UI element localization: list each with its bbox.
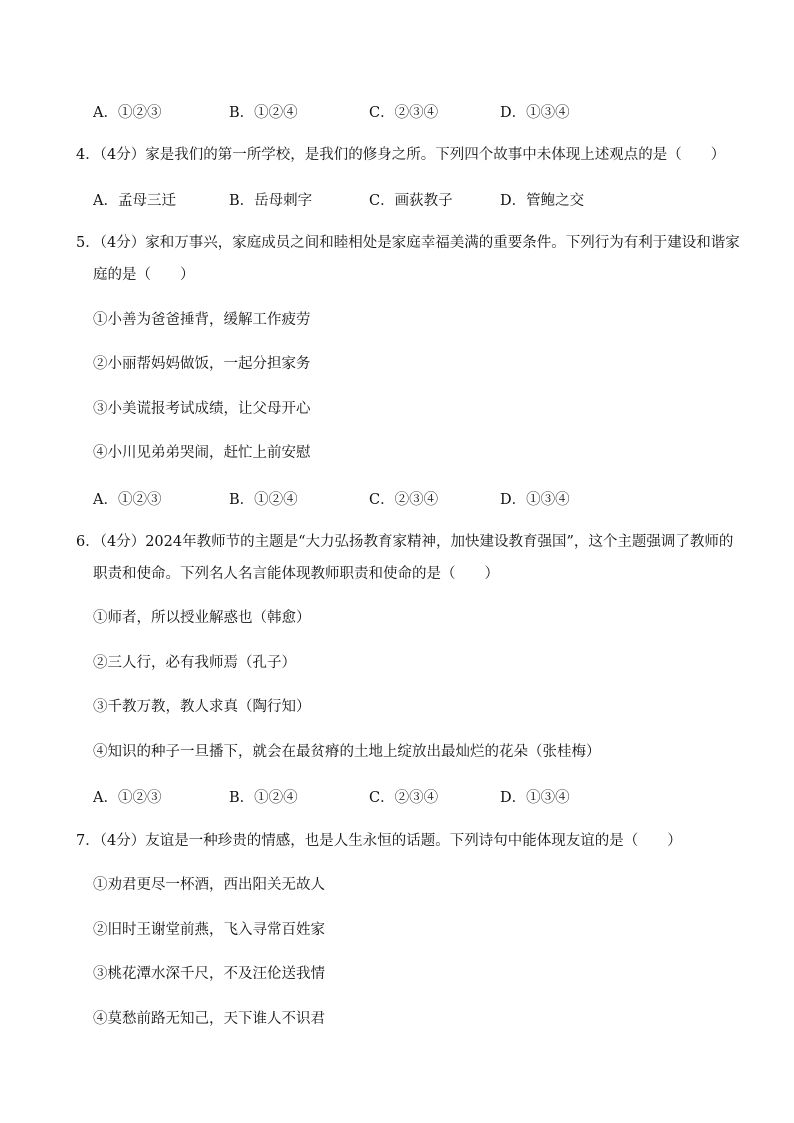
q6-choice-c: C．②③④ <box>369 790 439 806</box>
q6-choice-d: D．①③④ <box>500 790 570 806</box>
q5-item-3: ③小美谎报考试成绩，让父母开心 <box>93 401 311 417</box>
q7-item-2: ②旧时王谢堂前燕，飞入寻常百姓家 <box>93 922 325 938</box>
q3-choice-a: A．①②③ <box>93 105 162 121</box>
q7-item-3: ③桃花潭水深千尺，不及汪伦送我情 <box>93 966 325 982</box>
q5-choice-d: D．①③④ <box>500 492 570 508</box>
q3-choice-d: D．①③④ <box>500 105 570 121</box>
q5-choice-a: A．①②③ <box>93 492 162 508</box>
q5-item-2: ②小丽帮妈妈做饭，一起分担家务 <box>93 356 311 372</box>
q3-choice-b: B．①②④ <box>229 105 298 121</box>
q5-item-1: ①小善为爸爸捶背，缓解工作疲劳 <box>93 312 311 328</box>
q6-item-4: ④知识的种子一旦播下，就会在最贫瘠的土地上绽放出最灿烂的花朵（张桂梅） <box>93 744 601 760</box>
q7-item-1: ①劝君更尽一杯酒，西出阳关无故人 <box>93 877 325 893</box>
q5-choice-c: C．②③④ <box>369 492 439 508</box>
q4-choice-c: C．画荻教子 <box>369 193 453 209</box>
q5-choice-b: B．①②④ <box>229 492 298 508</box>
q4-choice-d: D．管鲍之交 <box>500 193 585 209</box>
q6-stem-line1: 6．（4分）2024年教师节的主题是“大力弘扬教育家精神，加快建设教育强国”，这个主题强调了教师的 <box>76 534 734 550</box>
q5-stem-line2: 庭的是（ ） <box>93 267 195 283</box>
q7-stem: 7．（4分）友谊是一种珍贵的情感，也是人生永恒的话题。下列诗句中能体现友谊的是（ ） <box>76 833 682 849</box>
q5-item-4: ④小川见弟弟哭闹，赶忙上前安慰 <box>93 445 311 461</box>
q7-item-4: ④莫愁前路无知己，天下谁人不识君 <box>93 1011 325 1027</box>
q6-choice-b: B．①②④ <box>229 790 298 806</box>
q5-stem-line1: 5．（4分）家和万事兴，家庭成员之间和睦相处是家庭幸福美满的重要条件。下列行为有利于建设和谐家 <box>76 235 740 251</box>
q6-stem-line2: 职责和使命。下列名人名言能体现教师职责和使命的是（ ） <box>93 566 499 582</box>
q3-choice-c: C．②③④ <box>369 105 439 121</box>
q4-choice-b: B．岳母刺字 <box>229 193 313 209</box>
q6-item-2: ②三人行，必有我师焉（孔子） <box>93 655 296 671</box>
q6-choice-a: A．①②③ <box>93 790 162 806</box>
q4-stem: 4．（4分）家是我们的第一所学校，是我们的修身之所。下列四个故事中未体现上述观点的是（ ） <box>76 147 726 163</box>
q4-choice-a: A．孟母三迁 <box>93 193 176 209</box>
q6-item-3: ③千教万教，教人求真（陶行知） <box>93 699 311 715</box>
q6-item-1: ①师者，所以授业解惑也（韩愈） <box>93 610 311 626</box>
